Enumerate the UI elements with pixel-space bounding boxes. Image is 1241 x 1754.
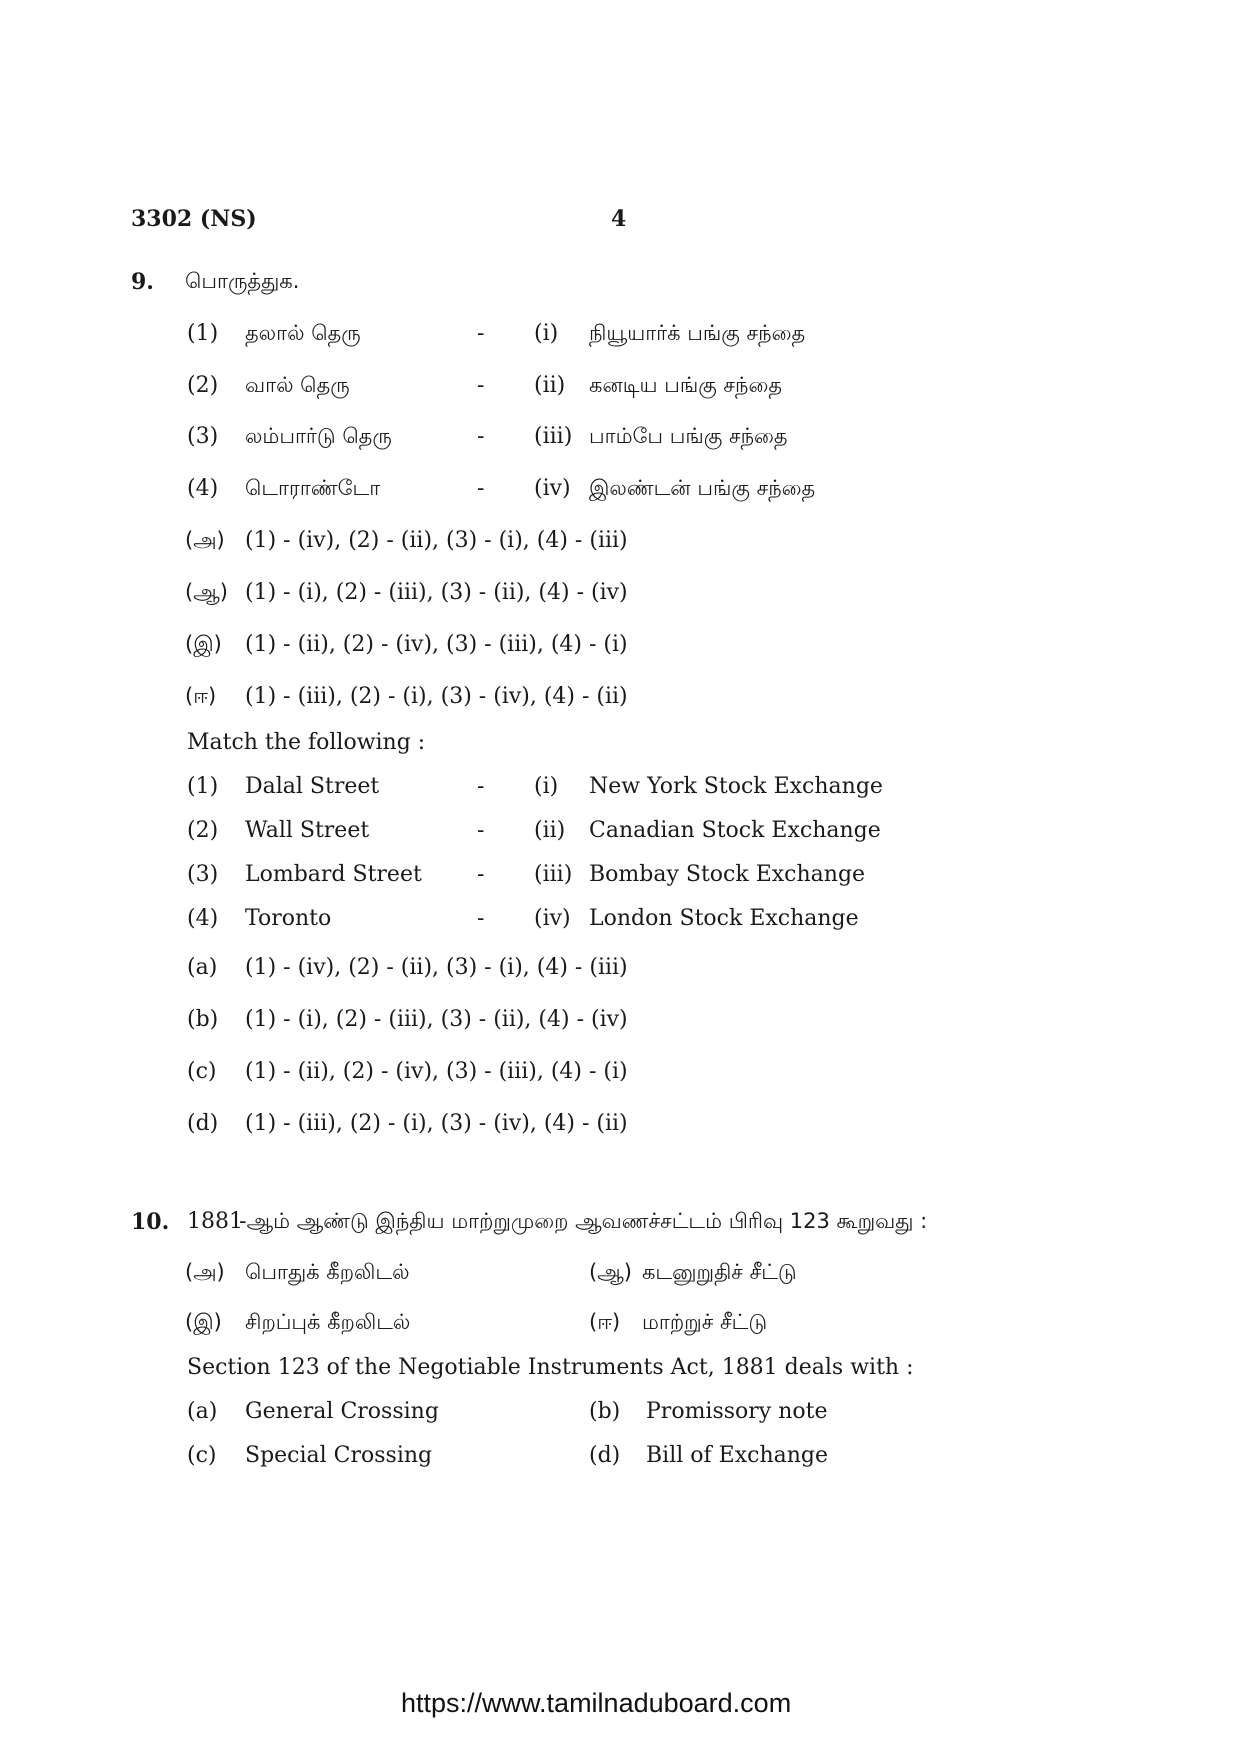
left-item: லம்பார்டு தெரு	[245, 424, 392, 448]
option-text: Bill of Exchange	[646, 1443, 828, 1468]
option-text: (1) - (ii), (2) - (iv), (3) - (iii), (4) - (i)	[245, 632, 628, 657]
option-label: (c)	[187, 1059, 217, 1084]
option-label: (a)	[187, 955, 218, 980]
option-text: (1) - (i), (2) - (iii), (3) - (ii), (4) - (iv)	[245, 1007, 628, 1032]
option-text: (1) - (iv), (2) - (ii), (3) - (i), (4) - (iii)	[245, 528, 628, 553]
option-text: Promissory note	[646, 1399, 828, 1424]
question-10-year: 1881	[187, 1209, 243, 1234]
right-num: (iv)	[534, 476, 571, 501]
option-label: (இ)	[185, 1310, 222, 1334]
page-number: 4	[611, 206, 627, 232]
dash: -	[477, 321, 485, 346]
option-text: (1) - (iv), (2) - (ii), (3) - (i), (4) - (iii)	[245, 955, 628, 980]
right-num: (i)	[534, 774, 559, 799]
question-10-text-english: Section 123 of the Negotiable Instruments Act, 1881 deals with :	[187, 1355, 914, 1380]
option-text: சிறப்புக் கீறலிடல்	[245, 1310, 411, 1334]
question-9-instruction-english: Match the following :	[187, 730, 426, 755]
option-label: (b)	[187, 1007, 219, 1032]
left-num: (1)	[187, 321, 219, 346]
right-item: New York Stock Exchange	[589, 774, 883, 799]
footer-url[interactable]: https://www.tamilnaduboard.com	[401, 1688, 792, 1718]
left-item: Toronto	[245, 906, 332, 931]
right-item: Canadian Stock Exchange	[589, 818, 881, 843]
left-num: (1)	[187, 774, 219, 799]
left-item: வால் தெரு	[245, 373, 350, 397]
option-label: (b)	[589, 1399, 621, 1424]
option-text: பொதுக் கீறலிடல்	[245, 1260, 410, 1284]
option-text: கடனுறுதிச் சீட்டு	[642, 1260, 797, 1284]
option-label: (அ)	[185, 528, 225, 552]
left-item: தலால் தெரு	[245, 321, 361, 345]
option-label: (d)	[187, 1111, 219, 1136]
right-item: நியூயார்க் பங்கு சந்தை	[589, 321, 806, 345]
dash: -	[477, 906, 485, 931]
right-num: (ii)	[534, 818, 566, 843]
right-num: (iv)	[534, 906, 571, 931]
dash: -	[477, 818, 485, 843]
right-item: இலண்டன் பங்கு சந்தை	[589, 476, 816, 500]
left-item: Dalal Street	[245, 774, 380, 799]
right-item: Bombay Stock Exchange	[589, 862, 866, 887]
paper-code: 3302 (NS)	[131, 206, 257, 232]
right-item: பாம்பே பங்கு சந்தை	[589, 424, 788, 448]
option-label: (ஆ)	[589, 1260, 632, 1284]
dash: -	[477, 476, 485, 501]
option-label: (ஈ)	[185, 684, 217, 708]
right-num: (iii)	[534, 862, 573, 887]
right-num: (ii)	[534, 373, 566, 398]
option-text: (1) - (i), (2) - (iii), (3) - (ii), (4) - (iv)	[245, 580, 628, 605]
option-label: (அ)	[185, 1260, 225, 1284]
option-text: மாற்றுச் சீட்டு	[642, 1310, 768, 1334]
dash: -	[477, 373, 485, 398]
left-num: (3)	[187, 424, 219, 449]
left-num: (2)	[187, 818, 219, 843]
dash: -	[477, 862, 485, 887]
right-item: London Stock Exchange	[589, 906, 859, 931]
option-text: General Crossing	[245, 1399, 439, 1424]
option-text: (1) - (iii), (2) - (i), (3) - (iv), (4) - (ii)	[245, 1111, 628, 1136]
left-num: (2)	[187, 373, 219, 398]
option-label: (a)	[187, 1399, 218, 1424]
option-label: (ஈ)	[589, 1310, 621, 1334]
option-label: (c)	[187, 1443, 217, 1468]
option-label: (d)	[589, 1443, 621, 1468]
option-label: (ஆ)	[185, 580, 228, 604]
question-10-text-tamil: -ஆம் ஆண்டு இந்திய மாற்றுமுறை ஆவணச்சட்டம் பிரிவு 123 கூறுவது :	[239, 1209, 928, 1233]
question-9-number: 9.	[131, 269, 154, 295]
option-text: Special Crossing	[245, 1443, 433, 1468]
left-item: Lombard Street	[245, 862, 422, 887]
left-num: (4)	[187, 476, 219, 501]
right-num: (iii)	[534, 424, 573, 449]
question-10-number: 10.	[131, 1209, 170, 1235]
dash: -	[477, 424, 485, 449]
dash: -	[477, 774, 485, 799]
left-item: டொராண்டோ	[245, 476, 381, 500]
option-text: (1) - (ii), (2) - (iv), (3) - (iii), (4) - (i)	[245, 1059, 628, 1084]
right-num: (i)	[534, 321, 559, 346]
right-item: கனடிய பங்கு சந்தை	[589, 373, 783, 397]
left-num: (4)	[187, 906, 219, 931]
question-9-instruction-tamil: பொருத்துக.	[185, 269, 300, 293]
left-item: Wall Street	[245, 818, 370, 843]
left-num: (3)	[187, 862, 219, 887]
option-label: (இ)	[185, 632, 222, 656]
option-text: (1) - (iii), (2) - (i), (3) - (iv), (4) - (ii)	[245, 684, 628, 709]
